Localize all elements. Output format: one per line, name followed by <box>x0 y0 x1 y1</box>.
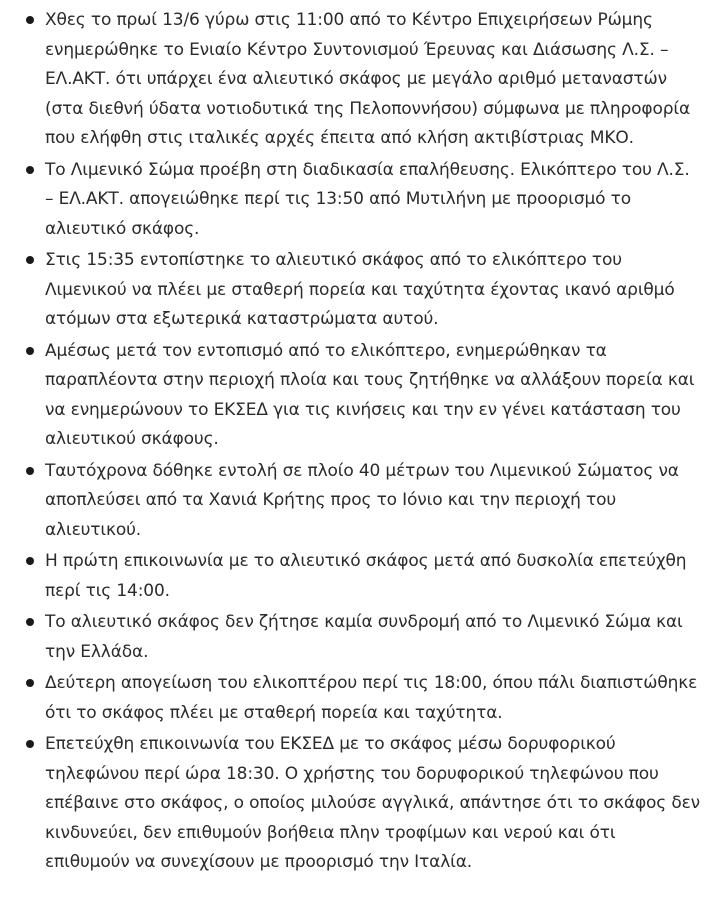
bullet-icon <box>26 16 34 24</box>
list-item-text: Δεύτερη απογείωση του ελικοπτέρου περί τις 18:00, όπου πάλι διαπιστώθηκε ότι το σκάφος πλέει με σταθερή πορεία και ταχύτητα. <box>45 673 698 723</box>
bullet-icon <box>26 166 34 174</box>
list-item-text: Το αλιευτικό σκάφος δεν ζήτησε καμία συνδρομή από το Λιμενικό Σώμα και την Ελλάδα. <box>45 612 683 662</box>
list-item-text: Το Λιμενικό Σώμα προέβη στη διαδικασία επαλήθευσης. Ελικόπτερο του Λ.Σ. – ΕΛ.ΑΚΤ. απογειώθηκε περί τις 13:50 από Μυτιλήνη με προορισμό το αλιευτικό σκάφος. <box>45 159 690 239</box>
list-item-text: Στις 15:35 εντοπίστηκε το αλιευτικό σκάφος από το ελικόπτερο του Λιμενικού να πλέει με σταθερή πορεία και ταχύτητα έχοντας ικανό αριθμό ατόμων στα εξωτερικά καταστρώματα αυτού. <box>45 250 675 329</box>
list-item <box>0 156 701 245</box>
list-item <box>0 608 701 667</box>
list-item-text: Η πρώτη επικοινωνία με το αλιευτικό σκάφος μετά από δυσκολία επετεύχθη περί τις 14:00. <box>45 551 687 601</box>
bullet-icon <box>26 256 34 264</box>
list-item <box>0 730 701 878</box>
bullet-icon <box>26 679 34 687</box>
list-item-text: Αμέσως μετά τον εντοπισμό από το ελικόπτερο, ενημερώθηκαν τα παραπλέοντα στην περιοχή πλοία και τους ζητήθηκε να αλλάξουν πορεία και να ενημερώνουν το ΕΚΣΕΔ για τις κινήσεις και την εν γένει κατάσταση του αλιευτικού σκάφους. <box>45 340 695 449</box>
list-item <box>0 337 701 455</box>
list-item <box>0 246 701 335</box>
list-item-text: Χθες το πρωί 13/6 γύρω στις 11:00 από το Κέντρο Επιχειρήσεων Ρώμης ενημερώθηκε το Ενιαίο Κέντρο Συντονισμού Έρευνας και Διάσωσης Λ.Σ. – ΕΛ.ΑΚΤ. ότι υπάρχει ένα αλιευτικό σκάφος με μεγάλο αριθμό μεταναστών (στα διεθνή ύδατα νοτιοδυτικά της Πελοποννήσου) σύμφωνα με πληροφορία που ελήφθη στις ιταλικές αρχές έπειτα από κλήση ακτιβίστριας ΜΚΟ. <box>45 10 691 148</box>
bullet-icon <box>26 467 34 475</box>
bullet-icon <box>26 618 34 626</box>
bullet-icon <box>26 347 34 355</box>
list-item <box>0 6 701 154</box>
bullet-icon <box>26 740 34 748</box>
list-item-text: Ταυτόχρονα δόθηκε εντολή σε πλοίο 40 μέτρων του Λιμενικού Σώματος να αποπλεύσει από τα Χανιά Κρήτης προς το Ιόνιο και την περιοχή του αλιευτικού. <box>45 460 679 540</box>
bullet-list <box>0 6 701 878</box>
list-item <box>0 457 701 546</box>
list-item <box>0 669 701 728</box>
list-item <box>0 547 701 606</box>
bullet-icon <box>26 557 34 565</box>
list-item-text: Επετεύχθη επικοινωνία του ΕΚΣΕΔ με το σκάφος μέσω δορυφορικού τηλεφώνου περί ώρα 18:30. Ο χρήστης του δορυφορικού τηλεφώνου που επέβαινε στο σκάφος, ο οποίος μιλούσε αγγλικά, απάντησε ότι το σκάφος δεν κινδυνεύει, δεν επιθυμούν βοήθεια πλην τροφίμων και νερού και ότι επιθυμούν να συνεχίσουν με προορισμό την Ιταλία. <box>45 734 700 872</box>
